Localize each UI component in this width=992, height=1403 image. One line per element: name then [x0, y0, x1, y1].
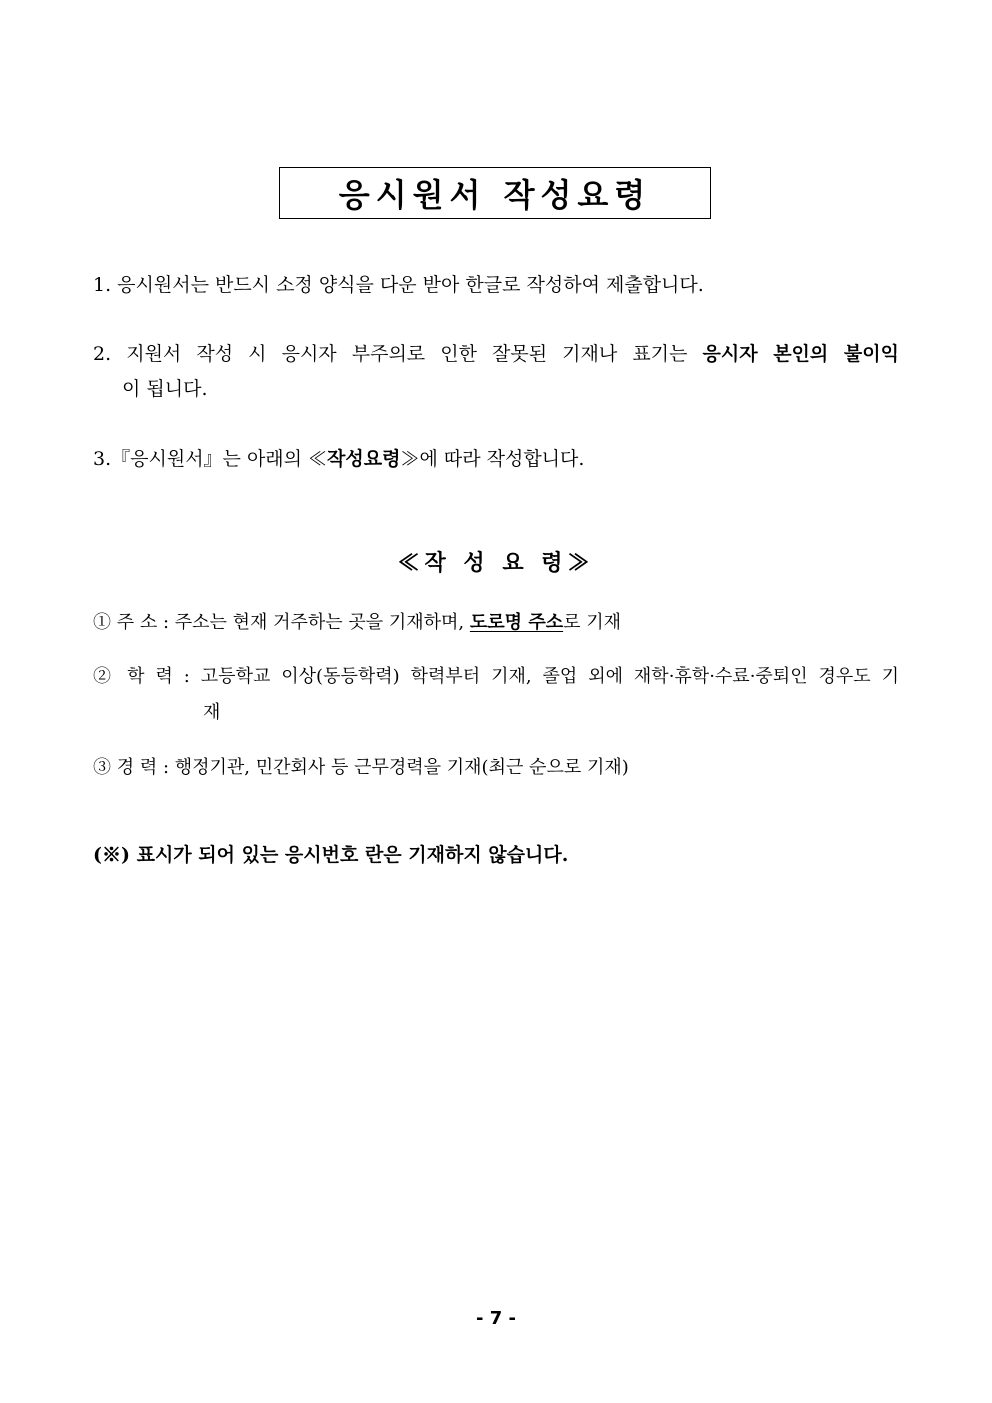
- instruction-3-text-post: ≫에 따라 작성합니다.: [400, 448, 585, 470]
- instruction-3: [93, 442, 899, 476]
- guide-item-education-continued: 재: [203, 702, 221, 723]
- instruction-2-continued: 이 됩니다.: [122, 378, 208, 400]
- guide-item-career: ③ 경 력 : 행정기관, 민간회사 등 근무경력을 기재(최근 순으로 기재): [93, 757, 629, 778]
- instruction-2-emphasis: 응시자 본인의 불이익: [702, 343, 899, 365]
- instruction-2-text: 2. 지원서 작성 시 응시자 부주의로 인한 잘못된 기재나 표기는: [93, 343, 703, 365]
- document-title-box: [279, 167, 711, 219]
- instruction-2: [93, 337, 899, 371]
- guide-address-post: 로 기재: [563, 612, 621, 633]
- guide-address-pre: ① 주 소 : 주소는 현재 거주하는 곳을 기재하며,: [93, 612, 470, 633]
- guide-address-emphasis: 도로명 주소: [469, 612, 564, 633]
- page-number: - 7 -: [476, 1308, 516, 1329]
- instruction-3-text-pre: 3.『응시원서』는 아래의 ≪: [93, 448, 328, 470]
- document-title: 응시원서 작성요령: [338, 176, 652, 214]
- guide-item-address: [93, 606, 899, 640]
- guide-item-education: ② 학 력 : 고등학교 이상(동등학력) 학력부터 기재, 졸업 외에 재학·휴학·수료·중퇴인 경우도 기: [93, 666, 899, 687]
- instruction-3-emphasis: 작성요령: [327, 448, 401, 470]
- guide-heading: ≪작 성 요 령≫: [397, 550, 595, 576]
- instruction-1: 1. 응시원서는 반드시 소정 양식을 다운 받아 한글로 작성하여 제출합니다.: [93, 274, 704, 296]
- note-text: (※) 표시가 되어 있는 응시번호 란은 기재하지 않습니다.: [93, 844, 569, 866]
